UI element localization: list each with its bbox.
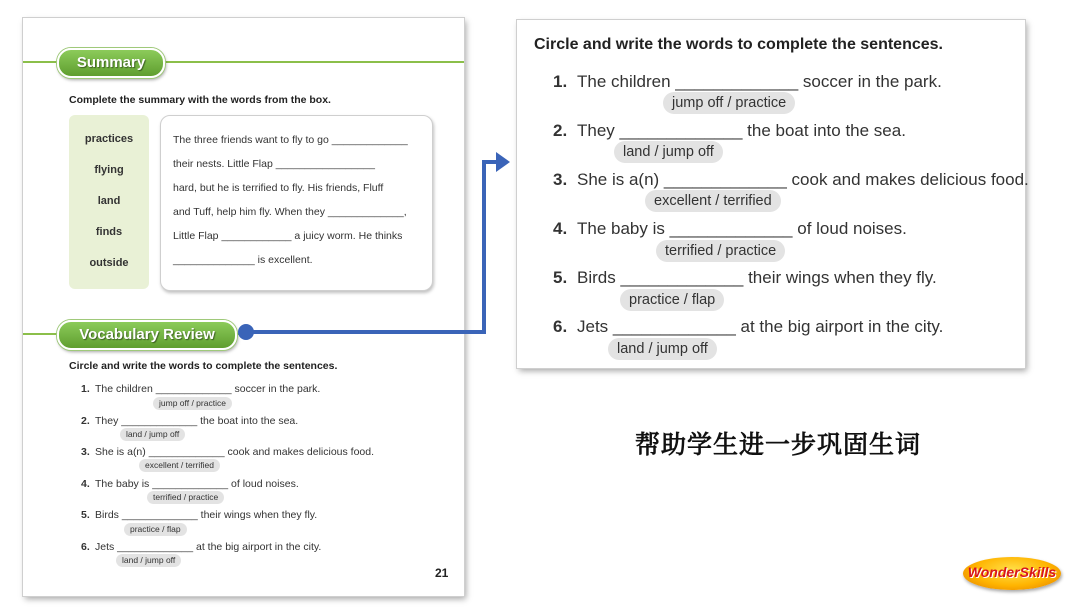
zoom-item [553,121,906,141]
word-box-item: land [97,195,121,207]
item-text: The baby is _____________ of loud noises. [95,478,299,490]
zoom-item [553,72,942,92]
zoom-item [553,219,907,239]
item-text: Birds _____________ their wings when they fly. [95,509,318,521]
choices-tag[interactable]: land / jump off [608,338,717,360]
item-number: 5. [553,268,568,287]
item-number: 3. [81,446,90,458]
choices-tag[interactable]: practice / flap [620,289,724,311]
summary-line: The three friends want to fly to go _____________ [173,134,408,146]
logo-text: WonderSkills [967,564,1057,580]
item-number: 1. [553,72,568,91]
item-number: 1. [81,383,90,395]
word-box-item: practices [84,133,134,145]
word-box-item: finds [95,226,123,238]
item-number: 3. [553,170,568,189]
item-text: She is a(n) _____________ cook and makes delicious food. [577,170,1029,189]
choices-tag[interactable]: jump off / practice [153,397,232,410]
item-text: The children _____________ soccer in the park. [577,72,942,91]
word-box-item: flying [94,164,124,176]
item-number: 2. [81,415,90,427]
connector-line [482,160,486,334]
vocab-item [81,541,321,553]
item-text: Jets _____________ at the big airport in the city. [577,317,944,336]
workbook-page [23,18,464,596]
item-text: The baby is _____________ of loud noises. [577,219,907,238]
item-text: Jets _____________ at the big airport in the city. [95,541,322,553]
zoom-item [553,317,943,337]
choices-tag[interactable]: land / jump off [120,428,185,441]
summary-line: Little Flap ____________ a juicy worm. He thinks [173,230,403,242]
item-number: 6. [553,317,568,336]
item-text: The children _____________ soccer in the park. [95,383,321,395]
item-number: 6. [81,541,90,553]
summary-heading: Summary [57,48,165,78]
summary-line: their nests. Little Flap _________________ [173,158,375,170]
item-number: 5. [81,509,90,521]
zoom-item [553,170,1029,190]
item-text: They _____________ the boat into the sea. [577,121,906,140]
word-box-item: outside [89,257,129,269]
arrow-right-icon [496,152,510,172]
item-number: 4. [81,478,90,490]
item-number: 2. [553,121,568,140]
zoom-title: Circle and write the words to complete the sentences. [534,36,943,53]
summary-line: and Tuff, help him fly. When they _____________, [173,206,407,218]
page-number: 21 [435,566,449,580]
choices-tag[interactable]: land / jump off [614,141,723,163]
vocab-item [81,446,374,458]
connector-line [252,330,486,334]
item-number: 4. [553,219,568,238]
choices-tag[interactable]: excellent / terrified [645,190,781,212]
slide-caption: 帮助学生进一步巩固生词 [635,430,922,459]
choices-tag[interactable]: jump off / practice [663,92,795,114]
item-text: They _____________ the boat into the sea. [95,415,299,427]
item-text: Birds _____________ their wings when they fly. [577,268,937,287]
summary-text-box [160,115,433,291]
word-box [69,115,149,289]
summary-line: ______________ is excellent. [173,254,313,266]
choices-tag[interactable]: terrified / practice [147,491,224,504]
connector-dot-icon [238,324,254,340]
summary-instruction: Complete the summary with the words from the box. [69,94,331,106]
wonderskills-logo [963,557,1061,590]
vocab-instruction: Circle and write the words to complete the sentences. [69,360,338,372]
item-text: She is a(n) _____________ cook and makes delicious food. [95,446,375,458]
choices-tag[interactable]: land / jump off [116,554,181,567]
vocab-item [81,509,317,521]
choices-tag[interactable]: excellent / terrified [139,459,220,472]
vocab-item [81,415,298,427]
zoomed-exercise-panel [517,20,1029,368]
vocab-item [81,478,299,490]
choices-tag[interactable]: terrified / practice [656,240,785,262]
choices-tag[interactable]: practice / flap [124,523,187,536]
summary-line: hard, but he is terrified to fly. His friends, Fluff [173,182,384,194]
vocab-item [81,383,320,395]
zoom-item [553,268,937,288]
vocab-heading: Vocabulary Review [57,320,237,350]
